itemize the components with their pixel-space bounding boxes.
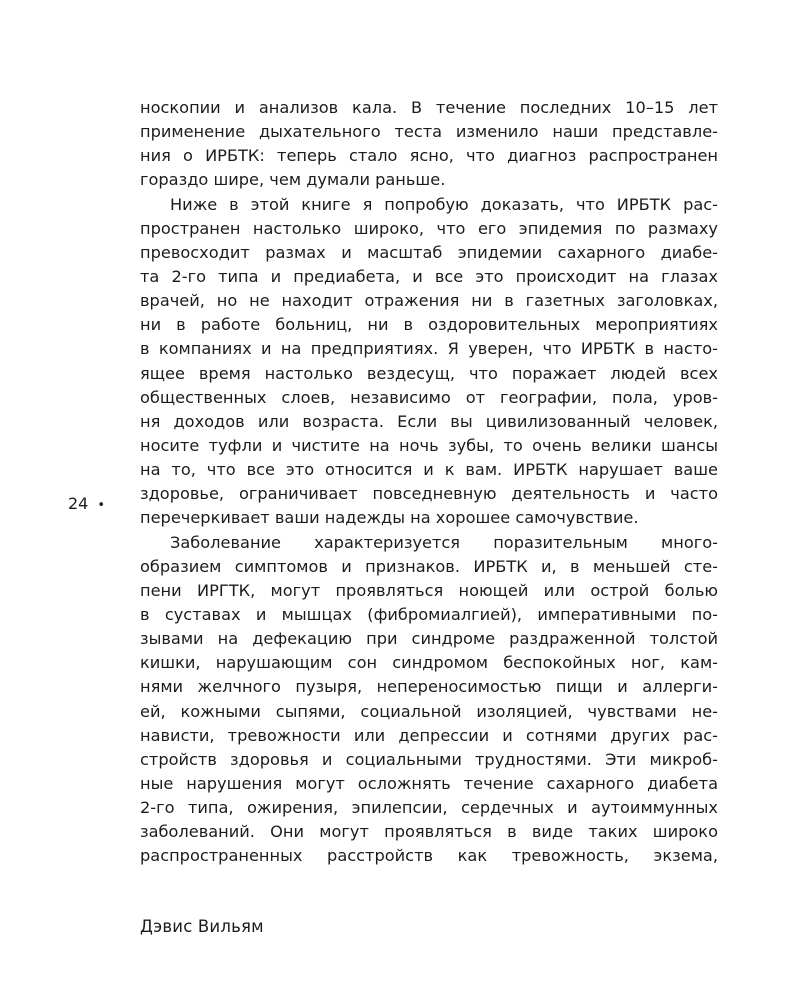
page-number-bullet: •	[97, 498, 106, 513]
text-line: в суставах и мышцах (фибромиалгией), императивными по-	[140, 604, 718, 624]
text-line: носите туфли и чистите на ночь зубы, то очень велики шансы	[140, 435, 718, 455]
text-line: применение дыхательного теста изменило наши представле-	[140, 122, 718, 142]
text-line: зывами на дефекацию при синдроме раздраженной толстой	[140, 629, 718, 649]
text-line: 2-го типа, ожирения, эпилепсии, сердечных и аутоиммунных	[140, 798, 718, 818]
text-line: перечеркивает ваши надежды на хорошее самочувствие.	[140, 508, 639, 528]
text-line: здоровье, ограничивает повседневную деятельность и часто	[140, 484, 718, 504]
text-line: ния о ИРБТК: теперь стало ясно, что диагноз распространен	[140, 146, 718, 166]
text-line: ня доходов или возраста. Если вы цивилизованный человек,	[140, 411, 718, 431]
text-line: Ниже в этой книге я попробую доказать, что ИРБТК рас-	[170, 194, 718, 214]
text-line: в компаниях и на предприятиях. Я уверен, что ИРБТК в насто-	[140, 339, 718, 359]
text-line: нависти, тревожности или депрессии и сотнями других рас-	[140, 725, 718, 745]
text-line: на то, что все это относится и к вам. ИРБТК нарушает ваше	[140, 460, 718, 480]
text-line: ные нарушения могут осложнять течение сахарного диабета	[140, 773, 718, 793]
text-line: носкопии и анализов кала. В течение последних 10–15 лет	[140, 98, 718, 117]
text-line: заболеваний. Они могут проявляться в виде таких широко	[140, 822, 718, 842]
page-number	[68, 492, 105, 518]
page-number-value: 24	[68, 494, 89, 513]
text-line: гораздо шире, чем думали раньше.	[140, 170, 446, 190]
paragraph-2	[140, 193, 718, 531]
paragraph-3	[140, 531, 718, 869]
text-line: кишки, нарушающим сон синдромом беспокойных ног, кам-	[140, 653, 718, 673]
text-line: общественных слоев, независимо от географии, пола, уров-	[140, 387, 718, 407]
text-line: пени ИРГТК, могут проявляться ноющей или острой болью	[140, 580, 718, 600]
running-footer-author: Дэвис Вильям	[140, 917, 264, 936]
text-line: пространен настолько широко, что его эпидемия по размаху	[140, 218, 718, 238]
text-line: превосходит размах и масштаб эпидемии сахарного диабе-	[140, 242, 718, 262]
text-line: ей, кожными сыпями, социальной изоляцией, чувствами не-	[140, 701, 718, 721]
text-line: распространенных расстройств как тревожность, экзема,	[140, 846, 718, 866]
text-line: образием симптомов и признаков. ИРБТК и, в меньшей сте-	[140, 556, 718, 576]
text-line: врачей, но не находит отражения ни в газетных заголовках,	[140, 291, 718, 311]
text-line: та 2-го типа и предиабета, и все это происходит на глазах	[140, 266, 718, 286]
body-text	[140, 96, 718, 869]
paragraph-1	[140, 96, 718, 193]
text-line: Заболевание характеризуется поразительным много-	[170, 532, 718, 552]
text-line: ящее время настолько вездесущ, что поражает людей всех	[140, 363, 718, 383]
text-line: нями желчного пузыря, непереносимостью пищи и аллерги-	[140, 677, 718, 697]
text-line: ни в работе больниц, ни в оздоровительных мероприятиях	[140, 315, 718, 335]
text-line: стройств здоровья и социальными трудностями. Эти микроб-	[140, 749, 718, 769]
